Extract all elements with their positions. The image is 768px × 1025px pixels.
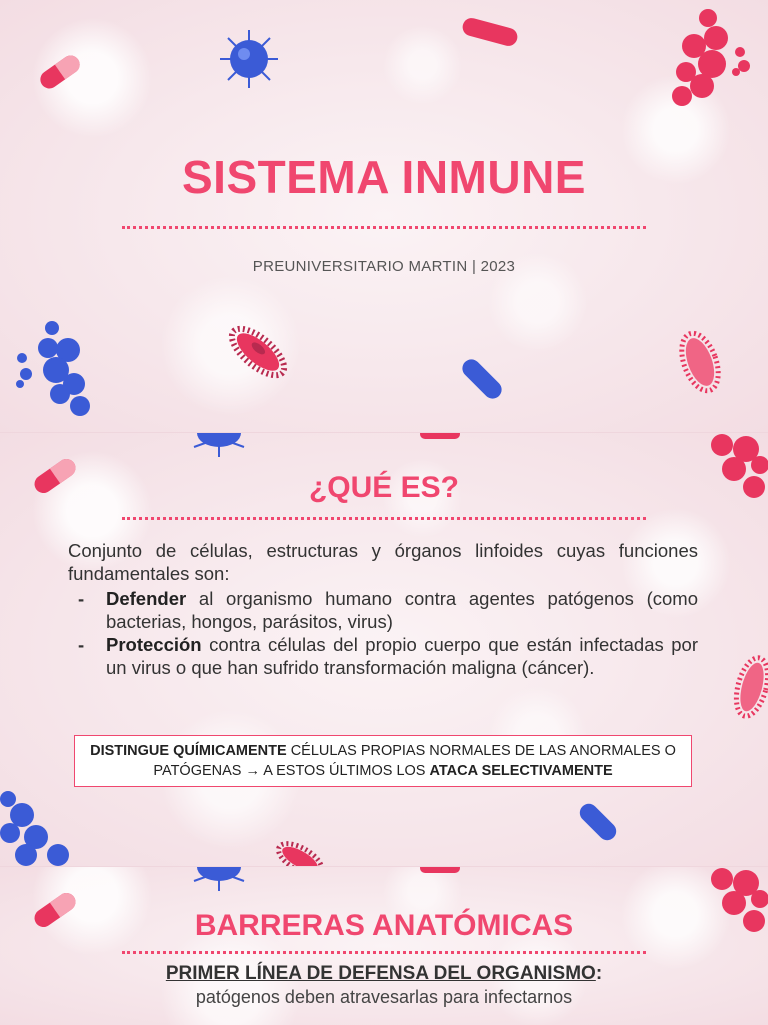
pill-icon <box>418 866 462 877</box>
pill-icon <box>458 12 522 52</box>
bullet-marker: - <box>78 588 85 609</box>
bullet-text: contra células del propio cuerpo que están infectadas por un virus o que han sufrido transformación maligna (cáncer). <box>106 634 698 678</box>
slide-barreras <box>0 866 768 1025</box>
function-list <box>78 587 698 679</box>
virus-icon <box>186 866 252 897</box>
slide-heading: ¿QUÉ ES? <box>308 471 459 504</box>
box-bold-text: ATACA SELECTIVAMENTE <box>429 763 613 779</box>
section-heading <box>0 963 768 985</box>
bacterium-icon <box>726 647 768 727</box>
section-heading-text: PRIMER LÍNEA DE DEFENSA DEL ORGANISMO <box>165 963 596 984</box>
pill-icon <box>454 350 510 408</box>
virus-icon <box>186 432 252 463</box>
bullet-keyword: Protección <box>106 634 202 655</box>
bullet-text: al organismo humano contra agentes patógenos (como bacterias, hongos, parásitos, virus) <box>106 588 698 632</box>
section-heading-colon: : <box>595 963 603 984</box>
cocci-cluster-icon <box>664 6 754 116</box>
cocci-cluster-icon <box>0 785 80 866</box>
intro-paragraph: Conjunto de células, estructuras y órganos linfoides cuyas funciones fundamentales son: <box>68 540 698 584</box>
list-item <box>78 587 698 633</box>
pill-icon <box>572 795 624 849</box>
dotted-divider <box>122 517 646 520</box>
bullet-keyword: Defender <box>106 588 187 609</box>
cocci-cluster-icon <box>12 314 102 424</box>
bacterium-icon <box>672 322 728 402</box>
slide-que-es <box>0 432 768 866</box>
section-subtext: patógenos deben atravesarlas para infectarnos <box>195 987 573 1007</box>
slide-heading: BARRERAS ANATÓMICAS <box>194 909 574 942</box>
bacterium-icon <box>272 831 328 866</box>
slide-title <box>0 0 768 432</box>
box-text: CÉLULAS PROPIAS NORMALES DE LAS ANORMALES O PATÓGENAS → A ESTOS ÚLTIMOS LOS <box>153 743 676 779</box>
slide-subtitle: PREUNIVERSITARIO MARTIN | 2023 <box>252 258 516 275</box>
dotted-divider <box>122 951 646 954</box>
highlight-box <box>74 735 692 787</box>
list-item <box>78 633 698 679</box>
box-bold-text: DISTINGUE QUÍMICAMENTE <box>90 743 287 759</box>
bullet-marker: - <box>78 634 85 655</box>
pill-icon <box>34 48 86 96</box>
bacterium-icon <box>222 316 294 388</box>
dotted-divider <box>122 226 646 229</box>
slide-title-heading: SISTEMA INMUNE <box>182 151 586 203</box>
virus-icon <box>218 28 280 90</box>
pill-icon <box>418 432 462 443</box>
